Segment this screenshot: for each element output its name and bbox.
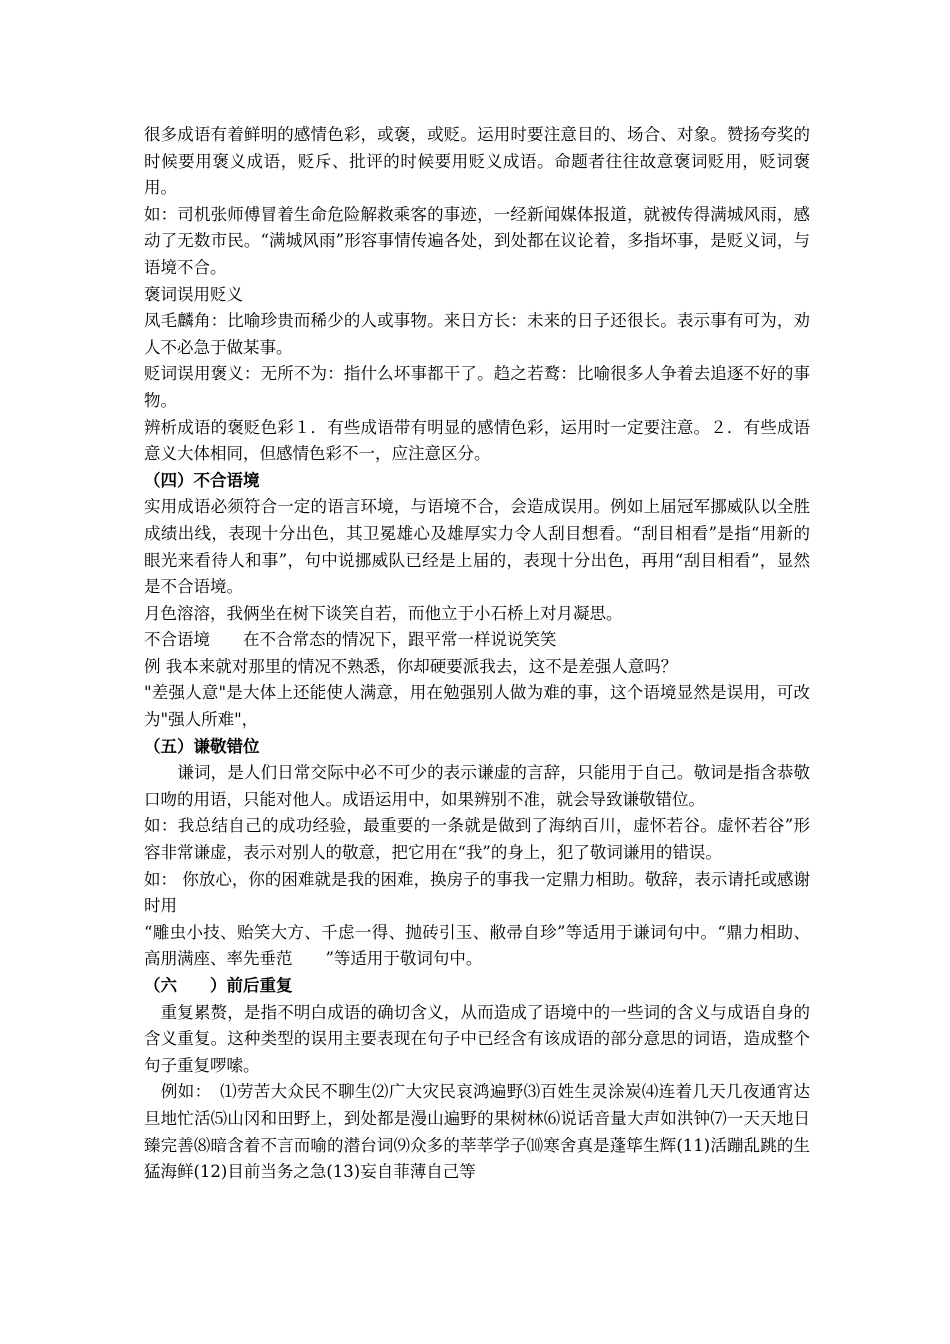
paragraph: 月色溶溶，我俩坐在树下谈笑自若，而他立于小石桥上对月凝思。	[144, 603, 623, 623]
document-page	[144, 122, 810, 1186]
section-heading: （四）不合语境	[144, 470, 260, 490]
paragraph: "差强人意"是大体上还能使人满意，用在勉强别人做为难的事，这个语境显然是误用，可改为"强人所难"，	[144, 683, 810, 730]
paragraph: 例 我本来就对那里的情况不熟悉，你却硬要派我去，这不是差强人意吗？	[144, 656, 678, 676]
paragraph: 如： 你放心，你的困难就是我的困难，换房子的事我一定鼎力相助。敬辞，表示请托或感谢时用	[144, 869, 810, 916]
paragraph: 例如： ⑴劳苦大众民不聊生⑵广大灾民哀鸿遍野⑶百姓生灵涂炭⑷连着几天几夜通宵达旦地忙活⑸山冈和田野上，到处都是漫山遍野的果树林⑹说话音量大声如洪钟⑺一天天地日臻完善⑻暗含着不言而喻的潜台词⑼众多的莘莘学子⑽寒舍真是蓬筚生辉(11)活蹦乱跳的生猛海鲜(12)目前当务之急(13)妄自菲薄自己等	[144, 1082, 810, 1182]
paragraph: 如：我总结自己的成功经验，最重要的一条就是做到了海纳百川，虚怀若谷。虚怀若谷”形容非常谦虚，表示对别人的敬意，把它用在“我”的身上，犯了敬词谦用的错误。	[144, 816, 810, 863]
section-heading: （五）谦敬错位	[144, 736, 260, 756]
paragraph: 贬词误用褒义：无所不为：指什么坏事都干了。趋之若鹜：比喻很多人争着去追逐不好的事物。	[144, 364, 810, 410]
paragraph: 实用成语必须符合一定的语言环境，与语境不合，会造成误用。例如上届冠军挪威队以全胜成绩出线，表现十分出色，其卫冕雄心及雄厚实力令人刮目想看。“刮目相看”是指“用新的眼光来看待人和事”，句中说挪威队已经是上届的，表现十分出色，再用“刮目相看”，显然是不合语境。	[144, 497, 810, 597]
paragraph: “雕虫小技、贻笑大方、千虑一得、抛砖引玉、敝帚自珍”等适用于谦词句中。“鼎力相助、高朋满座、率先垂范 ”等适用于敬词句中。	[144, 922, 810, 969]
paragraph: 重复累赘，是指不明白成语的确切含义，从而造成了语境中的一些词的含义与成语自身的含义重复。这种类型的误用主要表现在句子中已经含有该成语的部分意思的词语，造成整个句子重复啰嗦。	[144, 1002, 810, 1075]
paragraph: 如：司机张师傅冒着生命危险解救乘客的事迹，一经新闻媒体报道，就被传得满城风雨，感动了无数市民。“满城风雨”形容事情传遍各处，到处都在议论着，多指坏事，是贬义词，与语境不合。	[144, 204, 810, 277]
paragraph: 褒词误用贬义	[144, 284, 243, 304]
paragraph: 很多成语有着鲜明的感情色彩，或褒，或贬。运用时要注意目的、场合、对象。赞扬夸奖的时候要用褒义成语，贬斥、批评的时候要用贬义成语。命题者往往故意褒词贬用，贬词褒用。	[144, 125, 810, 198]
paragraph: 辨析成语的褒贬色彩１．有些成语带有明显的感情色彩，运用时一定要注意。２．有些成语意义大体相同，但感情色彩不一，应注意区分。	[144, 417, 810, 464]
paragraph: 不合语境 在不合常态的情况下，跟平常一样说说笑笑	[144, 630, 557, 650]
paragraph: 谦词，是人们日常交际中必不可少的表示谦虚的言辞，只能用于自己。敬词是指含恭敬口吻的用语，只能对他人。成语运用中，如果辨别不准，就会导致谦敬错位。	[144, 763, 810, 809]
section-heading: （六 ）前后重复	[144, 976, 293, 995]
paragraph: 凤毛麟角：比喻珍贵而稀少的人或事物。来日方长：未来的日子还很长。表示事有可为，劝人不必急于做某事。	[144, 311, 810, 357]
